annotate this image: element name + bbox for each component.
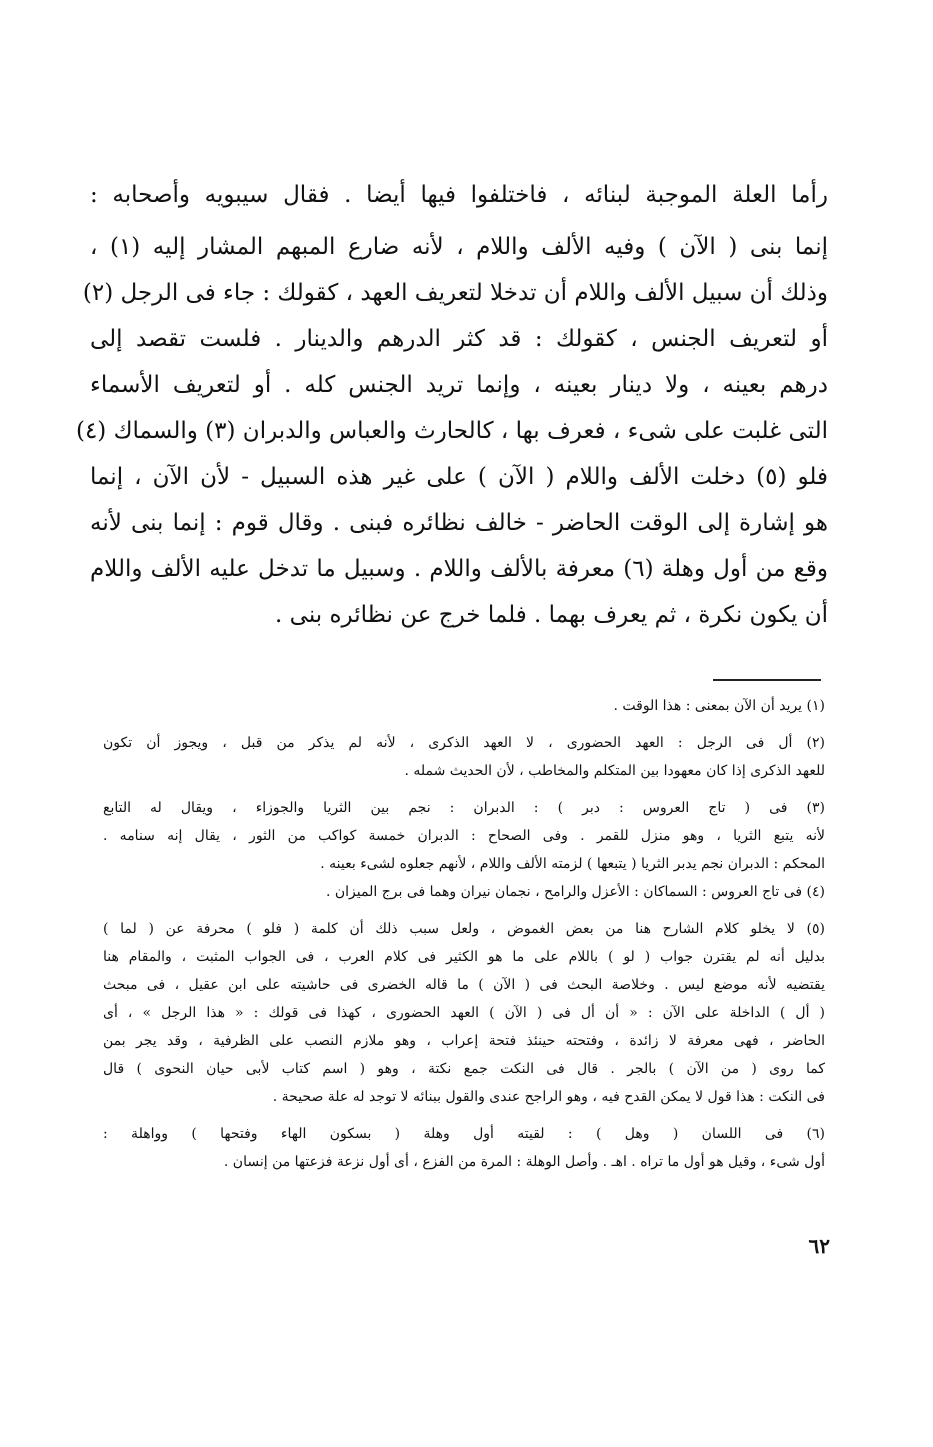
body-line: أن يكون نكرة ، ثم يعرف بهما . فلما خرج عن نظائره بنى . — [275, 602, 828, 628]
page-number: ٦٢ — [808, 1234, 830, 1258]
footnote-line: يقتضيه لأنه موضع ليس . وخلاصة البحث فى ( الآن ) ما قاله الخضرى فى حاشيته على ابن عقيل ، فى مبحث — [103, 977, 825, 993]
footnotes — [103, 692, 825, 1185]
footnote-line: أول شىء ، وقيل هو أول ما تراه . اهـ . وأصل الوهلة : المرة من الفزع ، أى أول نزعة فزعتها من إنسان . — [223, 1154, 825, 1170]
footnote-5 — [103, 915, 825, 1111]
body-line: وقع من أول وهلة (٦) معرفة بالألف واللام . وسبيل ما تدخل عليه الألف واللام — [90, 556, 829, 582]
body-line: أو لتعريف الجنس ، كقولك : قد كثر الدرهم والدينار . فلست تقصد إلى — [90, 326, 828, 352]
body-line: رأما العلة الموجبة لبنائه ، فاختلفوا فيها أيضا . فقال سيبويه وأصحابه : — [90, 182, 828, 208]
body-line: التى غلبت على شىء ، فعرف بها ، كالحارث والعباس والدبران (٣) والسماك (٤) — [75, 418, 828, 444]
body-line: هو إشارة إلى الوقت الحاضر - خالف نظائره فبنى . وقال قوم : إنما بنى لأنه — [90, 510, 828, 536]
footnote-line: (١) يريد أن الآن بمعنى : هذا الوقت . — [613, 698, 825, 714]
footnote-line: (٤) فى تاج العروس : السماكان : الأعزل والرامح ، نجمان نيران وهما فى برج الميزان . — [325, 884, 825, 900]
footnote-line: للعهد الذكرى إذا كان معهودا بين المتكلم والمخاطب ، لأن الحديث شمله . — [404, 763, 825, 779]
body-line: وذلك أن سبيل الألف واللام أن تدخلا لتعريف العهد ، كقولك : جاء فى الرجل (٢) — [82, 280, 828, 306]
footnote-separator — [713, 679, 821, 681]
footnote-line: الحاضر ، فهى معرفة لا زائدة ، وفتحته حينئذ فتحة إعراب ، وهو ملازم النصب على الظرفية ، وقد يجر بمن — [103, 1033, 825, 1049]
footnote-line: (٦) فى اللسان ( وهل ) : لقيته أول وهلة ( بسكون الهاء وفتحها ) وواهلة : — [103, 1126, 825, 1142]
footnote-line: بدليل أنه لم يقترن جواب ( لو ) باللام على ما هو الكثير فى كلام العرب ، فى الجواب المثبت ، والمقام هنا — [103, 949, 825, 965]
footnote-line: (٢) أل فى الرجل : العهد الحضورى ، لا العهد الذكرى ، لأنه لم يذكر من قبل ، ويجوز أن تكون — [103, 735, 825, 751]
body-line: درهم بعينه ، ولا دينار بعينه ، وإنما تريد الجنس كله . أو لتعريف الأسماء — [90, 372, 828, 398]
footnote-6 — [103, 1120, 825, 1176]
footnote-1 — [103, 692, 825, 720]
footnote-line: لأنه يتبع الثريا ، وهو منزل للقمر . وفى الصحاح : الدبران خمسة كواكب من الثور ، يقال إنه سنامه . — [103, 828, 825, 844]
footnote-2 — [103, 729, 825, 785]
footnote-line: فى النكت : هذا قول لا يمكن القدح فيه ، وهو الراجح عندى والقول ببنائه لا توجد له علة صحيحة . — [272, 1089, 825, 1105]
body-line: فلو (٥) دخلت الألف واللام ( الآن ) على غير هذه السبيل - لأن الآن ، إنما — [90, 464, 828, 490]
footnote-line: كما روى ( من الآن ) بالجر . قال فى النكت جمع نكتة ، وهو ( اسم كتاب لأبى حيان النحوى ) قال — [103, 1061, 825, 1077]
main-text — [75, 172, 829, 638]
footnote-line: (٣) فى ( تاج العروس : دبر ) : الدبران : نجم بين الثريا والجوزاء ، ويقال له التابع — [103, 800, 825, 816]
footnote-line: المحكم : الدبران نجم يدبر الثريا ( يتبعها ) لزمته الألف واللام ، لأنهم جعلوه لشىء بعينه . — [320, 856, 825, 872]
body-line: إنما بنى ( الآن ) وفيه الألف واللام ، لأنه ضارع المبهم المشار إليه (١) ، — [90, 234, 828, 260]
footnote-3-4 — [103, 794, 825, 906]
footnote-line: ( أل ) الداخلة على الآن : « أن أل فى ( الآن ) العهد الحضورى ، كهذا فى قولك : « هذا الرجل » ، أى — [103, 1005, 825, 1021]
footnote-line: (٥) لا يخلو كلام الشارح هنا من بعض الغموض ، ولعل سبب ذلك أن كلمة ( فلو ) محرفة عن ( لما ) — [103, 921, 825, 937]
